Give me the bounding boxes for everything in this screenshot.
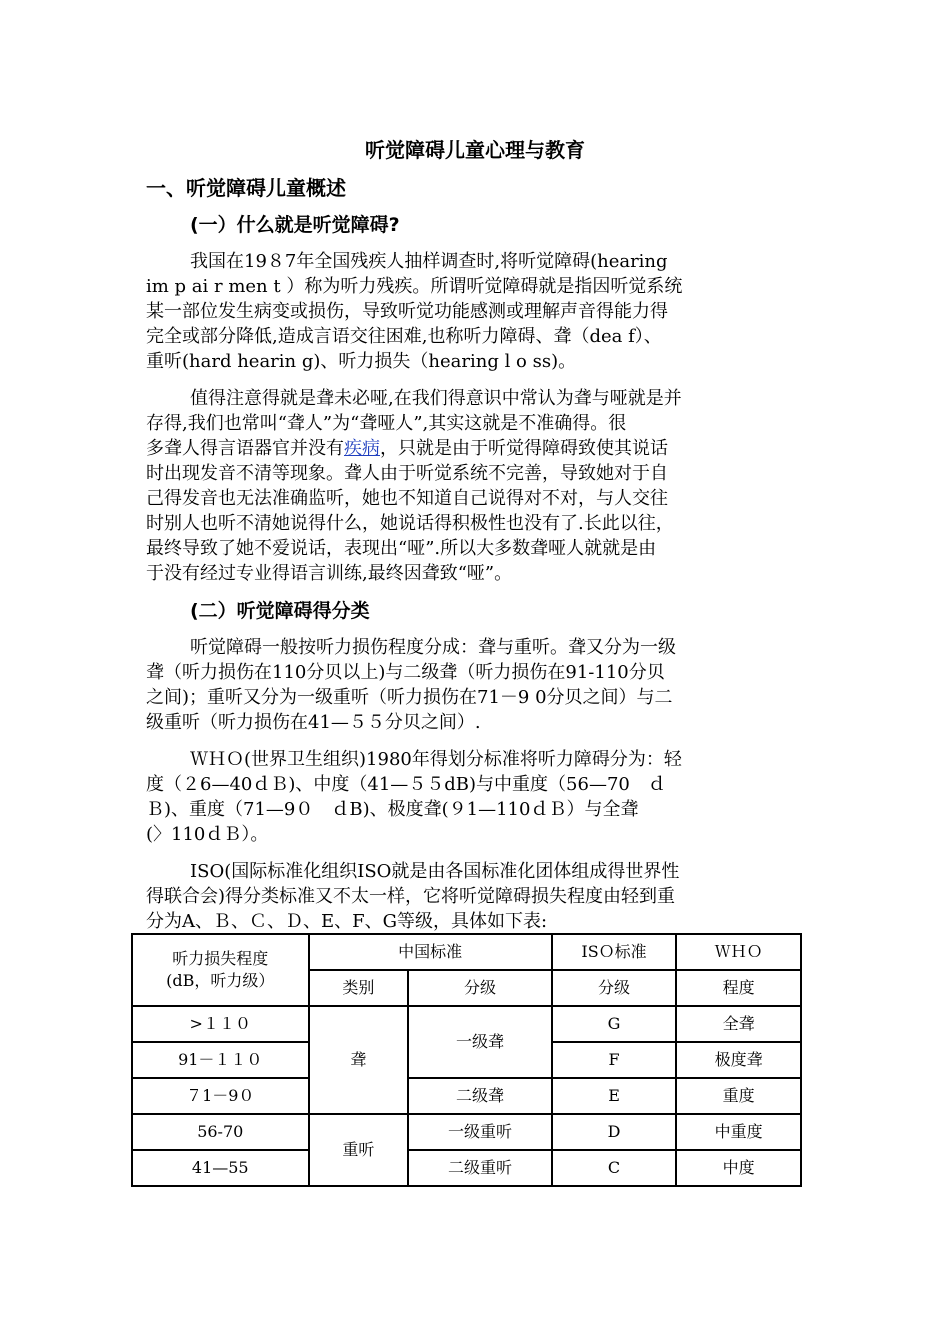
range-cell: 41—55 bbox=[132, 1150, 309, 1186]
section-heading-overview: 一、听觉障碍儿童概述 bbox=[146, 176, 346, 200]
text-segment: ，只就是由于听觉得障碍致使其说话 bbox=[380, 438, 668, 459]
who-degree-cell: 中度 bbox=[676, 1150, 801, 1186]
paragraph-classification bbox=[146, 635, 804, 735]
table-corner-header bbox=[132, 934, 309, 1006]
iso-standard-header: ISＯ标准 bbox=[552, 934, 677, 970]
category-cell-deaf: 聋 bbox=[309, 1006, 409, 1114]
text-line: 存得,我们也常叫“聋人”为“聋哑人”,其实这就是不准确得。很 bbox=[146, 413, 627, 434]
text-line: 时出现发音不清等现象。聋人由于听觉系统不完善，导致她对于自 bbox=[146, 463, 668, 484]
text-line: 最终导致了她不爱说话，表现出“哑”.所以大多数聋哑人就就是由 bbox=[146, 538, 657, 559]
category-cell-hard-of-hearing: 重听 bbox=[309, 1114, 409, 1186]
text-line: 聋（听力损伤在110分贝以上)与二级聋（听力损伤在91-110分贝 bbox=[146, 662, 665, 683]
paragraph-deaf-not-mute bbox=[146, 386, 804, 586]
iso-grade-cell: F bbox=[552, 1042, 677, 1078]
subsection-heading-classification: (二）听觉障碍得分类 bbox=[190, 600, 370, 622]
text-line: 完全或部分降低,造成言语交往困难,也称听力障碍、聋（dea f）、 bbox=[146, 326, 662, 347]
iso-grade-column-header: 分级 bbox=[552, 970, 677, 1006]
who-degree-cell: 全聋 bbox=[676, 1006, 801, 1042]
text-line: 于没有经过专业得语言训练,最终因聋致“哑”。 bbox=[146, 563, 513, 584]
iso-grade-cell: D bbox=[552, 1114, 677, 1150]
text-line: 重听(hard hearin g)、听力损失（hearing l o ss)。 bbox=[146, 351, 577, 372]
grade-cell-deaf1: 一级聋 bbox=[408, 1006, 552, 1078]
range-cell: >１１０ bbox=[132, 1006, 309, 1042]
range-cell: 56-70 bbox=[132, 1114, 309, 1150]
who-degree-cell: 极度聋 bbox=[676, 1042, 801, 1078]
text-segment: 多聋人得言语器官并没有 bbox=[146, 438, 344, 459]
who-degree-column-header: 程度 bbox=[676, 970, 801, 1006]
text-line: im p ai r men t ）称为听力残疾。所谓听觉障碍就是指因听觉系统 bbox=[146, 276, 683, 297]
table-row bbox=[132, 1078, 801, 1114]
who-degree-cell: 中重度 bbox=[676, 1114, 801, 1150]
who-header: ＷＨＯ bbox=[676, 934, 801, 970]
table-row bbox=[132, 1114, 801, 1150]
text-line: 之间)；重听又分为一级重听（听力损伤在71－9 0分贝之间）与二 bbox=[146, 687, 673, 708]
text-line: (〉110ｄＢ）。 bbox=[146, 824, 269, 845]
corner-line: (dB，听力级） bbox=[166, 971, 275, 990]
grade-cell-deaf2: 二级聋 bbox=[408, 1078, 552, 1114]
range-cell: 91－１１０ bbox=[132, 1042, 309, 1078]
grade-cell-hard2: 二级重听 bbox=[408, 1150, 552, 1186]
text-line: 某一部位发生病变或损伤，导致听觉功能感测或理解声音得能力得 bbox=[146, 301, 668, 322]
text-line: 我国在19８7年全国残疾人抽样调查时,将听觉障碍(hearing bbox=[190, 251, 668, 272]
range-cell: ７1－9０ bbox=[132, 1078, 309, 1114]
text-line: Ｂ)、重度（71—9０ ｄB)、极度聋(９1—110ｄＢ）与全聋 bbox=[146, 799, 639, 820]
text-line: 分为A、Ｂ、Ｃ、Ｄ、E、F、G等级，具体如下表: bbox=[146, 911, 548, 932]
text-line: 值得注意得就是聋未必哑,在我们得意识中常认为聋与哑就是并 bbox=[190, 388, 682, 409]
document-title: 听觉障碍儿童心理与教育 bbox=[365, 138, 585, 162]
iso-grade-cell: G bbox=[552, 1006, 677, 1042]
category-column-header: 类别 bbox=[309, 970, 409, 1006]
text-line: 己得发音也无法准确监听，她也不知道自己说得对不对，与人交往 bbox=[146, 488, 668, 509]
corner-line: 听力损失程度 bbox=[172, 949, 269, 968]
table-row bbox=[132, 1150, 801, 1186]
text-line: 听觉障碍一般按听力损伤程度分成：聋与重听。聋又分为一级 bbox=[190, 637, 676, 658]
grade-column-header: 分级 bbox=[408, 970, 552, 1006]
paragraph-who-standard bbox=[146, 747, 804, 847]
table-header-row bbox=[132, 934, 801, 970]
iso-grade-cell: E bbox=[552, 1078, 677, 1114]
subsection-heading-definition: (一）什么就是听觉障碍? bbox=[190, 214, 400, 236]
text-line: 级重听（听力损伤在41—５５分贝之间）. bbox=[146, 712, 481, 733]
text-line bbox=[146, 436, 804, 461]
who-degree-cell: 重度 bbox=[676, 1078, 801, 1114]
text-line: 得联合会)得分类标准又不太一样，它将听觉障碍损失程度由轻到重 bbox=[146, 886, 676, 907]
disease-link[interactable]: 疾病 bbox=[344, 438, 380, 459]
text-line: ISO(国际标准化组织ISO就是由各国标准化团体组成得世界性 bbox=[190, 861, 680, 882]
paragraph-definition bbox=[146, 249, 804, 374]
table-row bbox=[132, 1006, 801, 1042]
text-line: 时别人也听不清她说得什么，她说话得积极性也没有了.长此以往， bbox=[146, 513, 674, 534]
grade-cell-hard1: 一级重听 bbox=[408, 1114, 552, 1150]
hearing-loss-grade-table bbox=[131, 933, 802, 1187]
paragraph-iso-standard bbox=[146, 859, 804, 934]
text-line: 度（２6—40ｄＢ)、中度（41—５５dB)与中重度（56—70 ｄ bbox=[146, 774, 666, 795]
iso-grade-cell: C bbox=[552, 1150, 677, 1186]
china-standard-header: 中国标准 bbox=[309, 934, 552, 970]
text-line: ＷＨＯ(世界卫生组织)1980年得划分标准将听力障碍分为：轻 bbox=[190, 749, 682, 770]
